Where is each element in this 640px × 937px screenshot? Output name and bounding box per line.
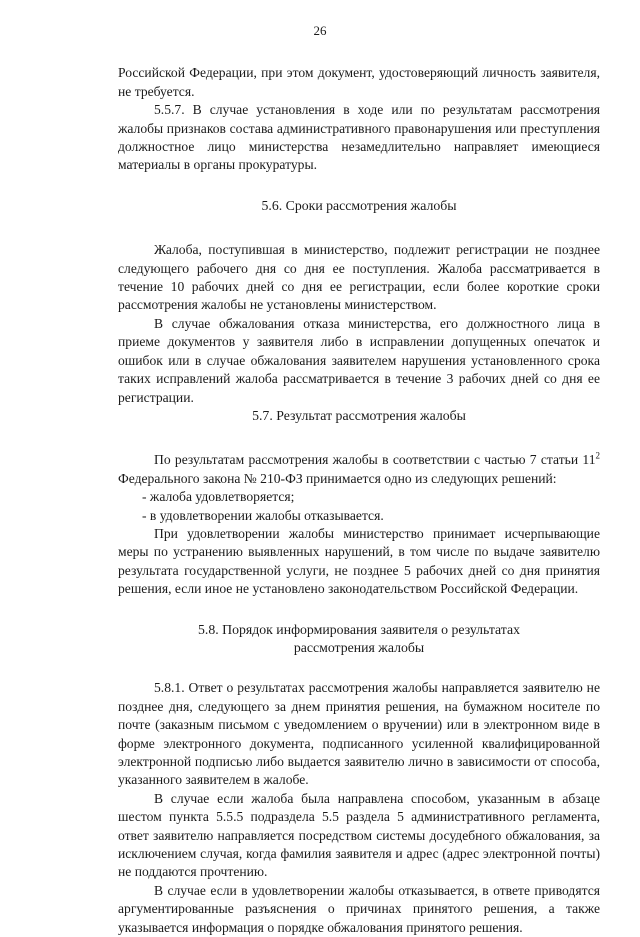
- paragraph-satisfaction-measures: При удовлетворении жалобы министерство принимает исчерпывающие меры по устранению выявленных нарушений, в том числе по выдаче заявителю результата государственной услуги, не позднее 5 рабочих дней со дня принятия решения, если иное не установлено законодательством Российской Федерации.: [118, 525, 600, 597]
- paragraph-refusal-appeal: В случае обжалования отказа министерства, его должностного лица в приеме документов у заявителя либо в исправлении допущенных опечаток и ошибок или в случае обжалования заявителем нарушения установленного срока таких исправлений жалоба рассматривается в течение 3 рабочих дней со дня ее регистрации.: [118, 315, 600, 405]
- list-item-satisfied: - жалоба удовлетворяется;: [142, 489, 295, 505]
- paragraph-continuation: Российской Федерации, при этом документ, удостоверяющий личность заявителя, не требуется.: [118, 65, 600, 99]
- paragraph-5-5-7: 5.5.7. В случае установления в ходе или по результатам рассмотрения жалобы признаков состава административного правонарушения или преступления должностное лицо министерства незамедлительно направляет имеющиеся материалы в органы прокуратуры.: [118, 102, 600, 173]
- section-title-5-8: 5.8. Порядок информирования заявителя о результатах рассмотрения жалобы: [197, 621, 521, 655]
- paragraph-electronic-reply: В случае если жалоба была направлена способом, указанным в абзаце шестом пункта 5.5.5 подраздела 5.5 раздела 5 административного регламента, ответ заявителю направляется посредством системы досудебного обжалования, за исключением случая, когда фамилия заявителя и адрес (адрес электронной почты) не поддаются прочтению.: [118, 790, 600, 880]
- paragraph-refusal-reasons: В случае если в удовлетворении жалобы отказывается, в ответе приводятся аргументированные разъяснения о причинах принятого решения, а также указывается информация о порядке обжалования принятого решения.: [118, 882, 600, 935]
- page-number: 26: [313, 23, 327, 38]
- section-title-5-7: 5.7. Результат рассмотрения жалобы: [252, 407, 466, 423]
- paragraph-registration-terms: Жалоба, поступившая в министерство, подлежит регистрации не позднее следующего рабочего дня со дня ее поступления. Жалоба рассматривается в течение 10 рабочих дней со дня ее регистрации, если более короткие сроки рассмотрения жалобы не установлены министерством.: [118, 242, 600, 313]
- section-title-5-6: 5.6. Сроки рассмотрения жалобы: [261, 197, 457, 213]
- list-item-refused: - в удовлетворении жалобы отказывается.: [142, 507, 384, 523]
- paragraph-5-8-1: 5.8.1. Ответ о результатах рассмотрения жалобы направляется заявителю не позднее дня, следующего за днем принятия решения, на бумажном носителе по почте (заказным письмом с уведомлением о вручении) или в электронном виде в форме электронного документа, подписанного усиленной квалифицированной электронной подписью либо выдается заявителю лично в зависимости от способа, указанного заявителем в жалобе.: [118, 680, 600, 788]
- paragraph-decisions-intro: По результатам рассмотрения жалобы в соответствии с частью 7 статьи $11^2$ Федерального закона № 210-ФЗ принимается одно из следующих решений:: [118, 450, 600, 486]
- superscript: 2: [595, 450, 600, 461]
